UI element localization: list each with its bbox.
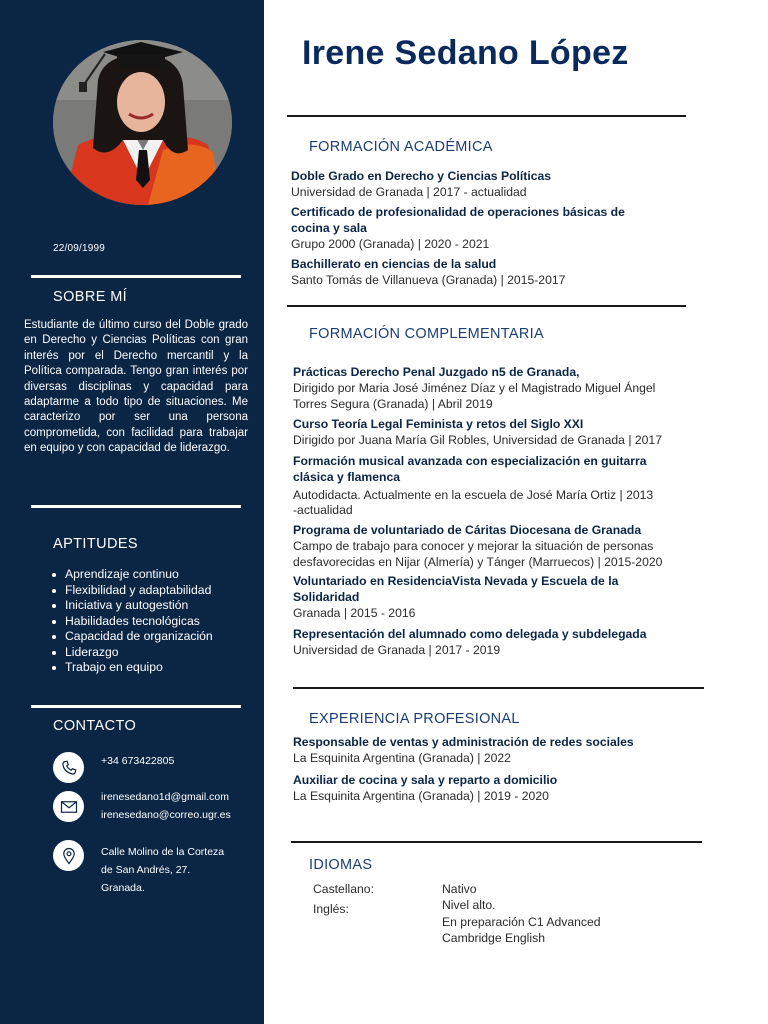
complementary-entry	[293, 627, 647, 659]
entry-title: Certificado de profesionalidad de operaciones básicas de	[291, 205, 625, 219]
entry-title: Curso Teoría Legal Feminista y retos del Siglo XXI	[293, 417, 584, 431]
skill-item: Liderazgo	[49, 645, 213, 661]
entry-detail: Campo de trabajo para conocer y mejorar la situación de personas	[293, 538, 654, 553]
contact-email[interactable]	[53, 791, 231, 824]
entry-detail: Universidad de Granada | 2017 - actualidad	[291, 184, 527, 199]
language-level: Nativo	[442, 882, 477, 896]
skill-item: Iniciativa y autogestión	[49, 598, 213, 614]
entry-title: Prácticas Derecho Penal Juzgado n5 de Granada,	[293, 365, 580, 379]
entry-detail: Torres Segura (Granada) | Abril 2019	[293, 396, 493, 411]
skill-item: Trabajo en equipo	[49, 660, 213, 676]
contact-heading: CONTACTO	[53, 718, 137, 734]
entry-title: Doble Grado en Derecho y Ciencias Políticas	[291, 169, 552, 183]
language-level-line: En preparación C1 Advanced	[442, 914, 601, 929]
phone-number[interactable]: +34 673422805	[101, 755, 175, 767]
entry-title: Responsable de ventas y administración de redes sociales	[293, 735, 634, 749]
full-name: Irene Sedano López	[302, 34, 629, 72]
sidebar-divider	[31, 705, 241, 708]
location-pin-icon	[53, 840, 84, 871]
skill-item: Capacidad de organización	[49, 629, 213, 645]
languages-heading: IDIOMAS	[309, 857, 373, 873]
language-label: Inglés:	[313, 902, 349, 916]
sidebar	[0, 0, 264, 1024]
complementary-entry	[293, 574, 618, 621]
entry-detail: Granada | 2015 - 2016	[293, 605, 416, 620]
complementary-entry	[293, 523, 662, 570]
entry-detail: Santo Tomás de Villanueva (Granada) | 2015-2017	[291, 272, 566, 287]
entry-detail: Dirigido por Maria José Jiménez Díaz y el Magistrado Miguel Ángel	[293, 380, 656, 395]
section-divider	[291, 841, 702, 843]
contact-address	[53, 840, 224, 897]
skills-list	[49, 567, 213, 676]
entry-detail: desfavorecidas en Nijar (Almería) y Tánger (Marruecos) | 2015-2020	[293, 554, 663, 569]
experience-heading: EXPERIENCIA PROFESIONAL	[309, 711, 520, 727]
about-text: Estudiante de último curso del Doble grado en Derecho y Ciencias Políticas con gran interés por el Derecho mercantil y la Política comparada. Tengo gran interés por diversas disciplinas y capacidad para adaptarme a todo tipo de situaciones. Me caracterizo por ser una persona comprometida, con facilidad para trabajar en equipo y con capacidad de liderazgo.	[24, 319, 248, 455]
education-entry	[291, 169, 551, 201]
entry-detail: Dirigido por Juana María Gil Robles, Universidad de Granada | 2017	[293, 432, 662, 447]
entry-title: cocina y sala	[291, 220, 367, 235]
entry-detail: Grupo 2000 (Granada) | 2020 - 2021	[291, 236, 490, 251]
entry-detail: La Esquinita Argentina (Granada) | 2022	[293, 750, 511, 765]
section-divider	[293, 687, 704, 689]
skill-item: Aprendizaje continuo	[49, 567, 213, 583]
entry-title: clásica y flamenca	[293, 469, 401, 484]
complementary-heading: FORMACIÓN COMPLEMENTARIA	[309, 326, 544, 342]
contact-phone[interactable]	[53, 752, 174, 783]
skills-heading: APTITUDES	[53, 536, 138, 552]
entry-detail: Universidad de Granada | 2017 - 2019	[293, 642, 501, 657]
entry-title: Solidaridad	[293, 589, 360, 604]
entry-title: Bachillerato en ciencias de la salud	[291, 257, 497, 271]
section-divider	[287, 305, 686, 307]
sidebar-divider	[31, 275, 241, 278]
education-entry	[291, 205, 625, 252]
skill-item: Flexibilidad y adaptabilidad	[49, 583, 213, 599]
experience-entry	[293, 773, 557, 805]
address-line: Granada.	[101, 882, 145, 894]
language-level-line: Nivel alto.	[442, 898, 496, 912]
entry-title: Representación del alumnado como delegada y subdelegada	[293, 627, 647, 641]
complementary-entry	[293, 365, 655, 412]
skill-item: Habilidades tecnológicas	[49, 614, 213, 630]
experience-entry	[293, 735, 634, 767]
sidebar-divider	[31, 505, 241, 508]
entry-detail: Autodidacta. Actualmente en la escuela de José María Ortiz | 2013	[293, 487, 654, 502]
email-address[interactable]: irenesedano@correo.ugr.es	[101, 809, 231, 821]
complementary-entry	[293, 454, 653, 519]
entry-title: Voluntariado en ResidenciaVista Nevada y Escuela de la	[293, 574, 619, 588]
address-line: Calle Molino de la Corteza	[101, 846, 225, 858]
section-divider	[287, 115, 686, 117]
entry-title: Auxiliar de cocina y sala y reparto a domicilio	[293, 773, 558, 787]
entry-title: Programa de voluntariado de Cáritas Diocesana de Granada	[293, 523, 642, 537]
graduation-portrait-image	[53, 40, 232, 205]
entry-detail: La Esquinita Argentina (Granada) | 2019 - 2020	[293, 788, 549, 803]
about-heading: SOBRE MÍ	[53, 289, 128, 305]
language-label: Castellano:	[313, 882, 374, 896]
education-entry	[291, 257, 565, 289]
phone-icon	[53, 752, 84, 783]
complementary-entry	[293, 417, 662, 449]
email-icon	[53, 791, 84, 822]
address-line: de San Andrés, 27.	[101, 864, 191, 876]
birth-date: 22/09/1999	[53, 243, 106, 254]
education-heading: FORMACIÓN ACADÉMICA	[309, 139, 493, 155]
entry-detail: -actualidad	[293, 503, 353, 518]
entry-title: Formación musical avanzada con especialización en guitarra	[293, 454, 647, 468]
language-level	[442, 897, 601, 947]
email-address[interactable]: irenesedano1d@gmail.com	[101, 791, 229, 803]
profile-photo	[53, 40, 232, 205]
language-level-line: Cambridge English	[442, 931, 545, 945]
